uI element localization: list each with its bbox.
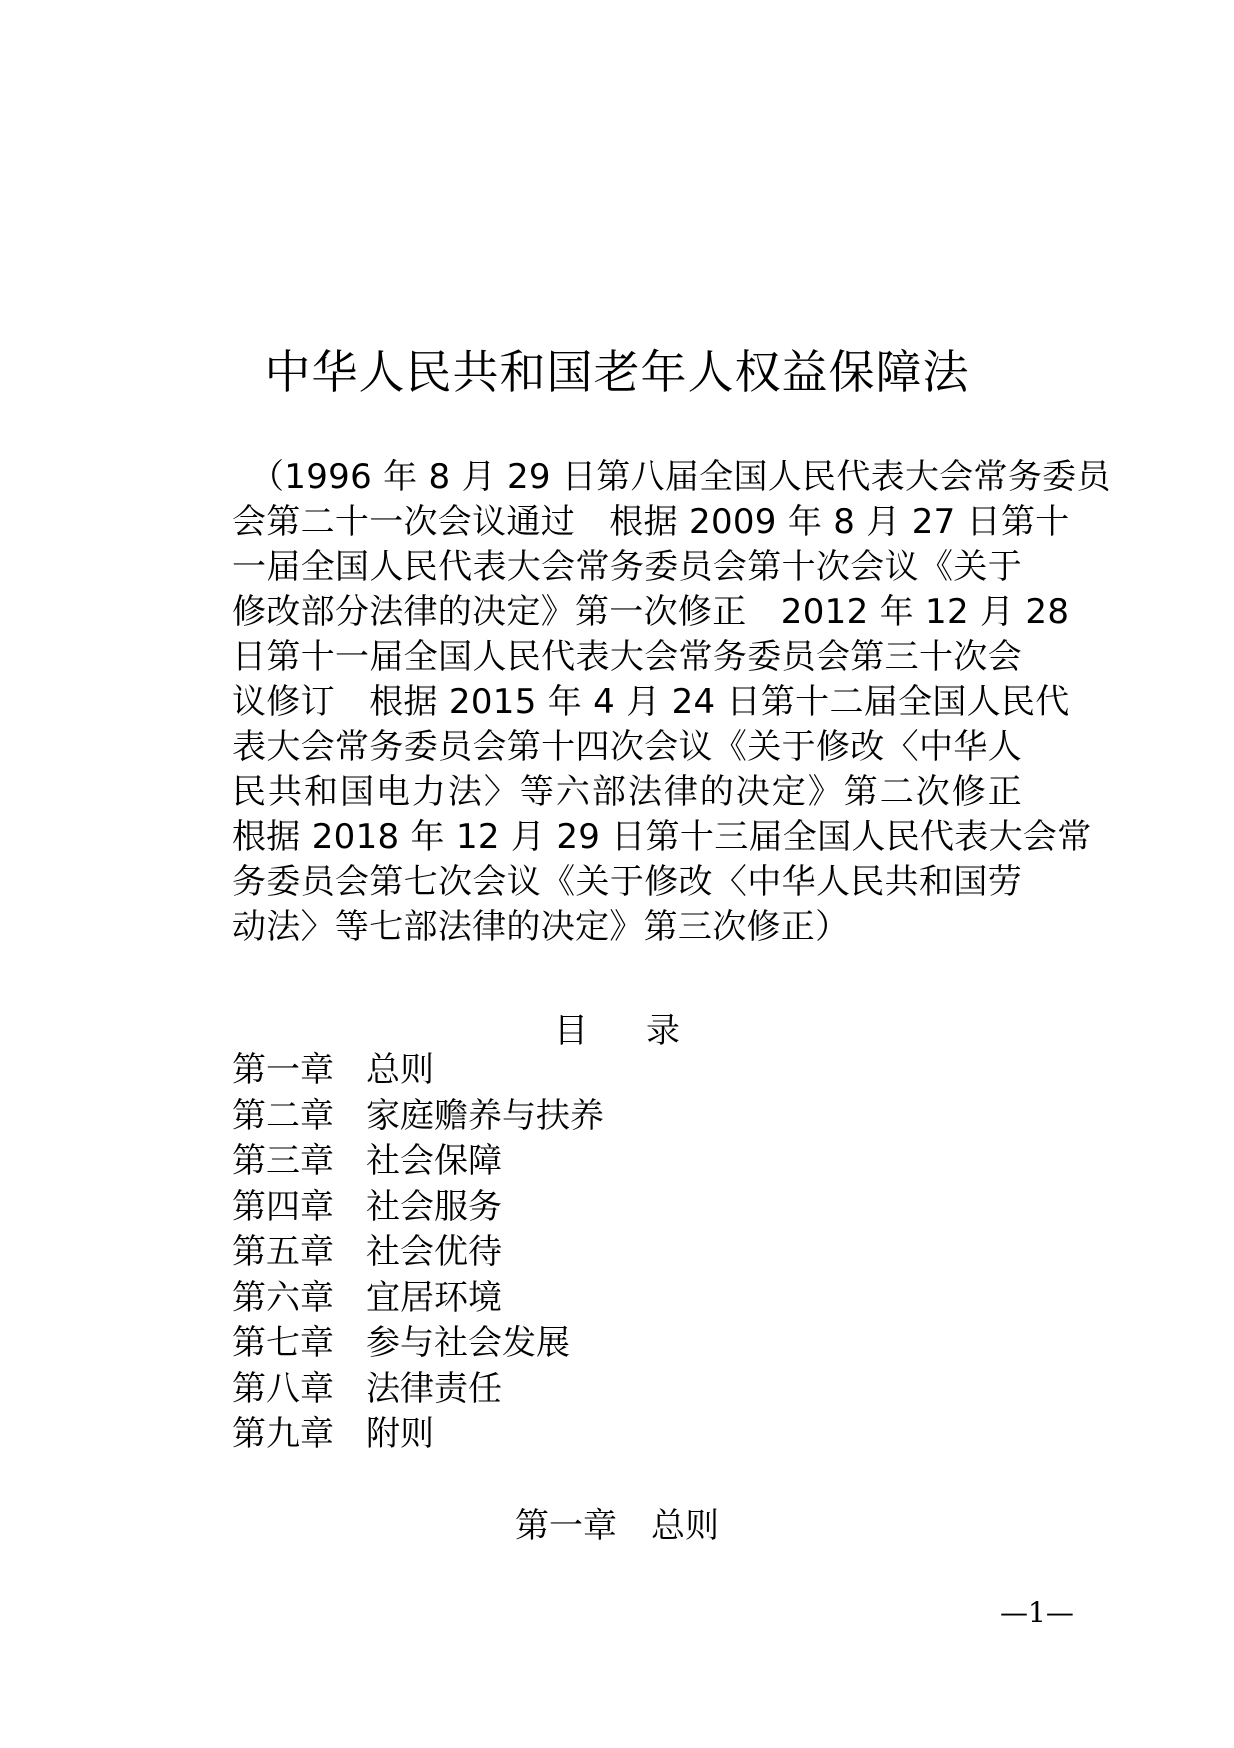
- toc-chapter-number: 第一章: [232, 1050, 334, 1090]
- toc-item[interactable]: [232, 1367, 604, 1413]
- toc-chapter-number: 第四章: [232, 1186, 334, 1227]
- toc-chapter-number: 第七章: [232, 1323, 334, 1363]
- toc-chapter-name: 社会优待: [366, 1232, 502, 1272]
- toc-chapter-name: 总则: [366, 1050, 434, 1090]
- toc-chapter-name: 家庭赡养与扶养: [366, 1095, 604, 1136]
- toc-chapter-number: 第九章: [232, 1414, 334, 1454]
- toc-item[interactable]: [232, 1139, 604, 1185]
- toc-item[interactable]: [232, 1412, 604, 1458]
- toc-chapter-name: 社会保障: [366, 1141, 502, 1181]
- history-line: 务委员会第七次会议《关于修改〈中华人民共和国劳: [232, 862, 1022, 902]
- chapter-heading-name: 总则: [651, 1506, 719, 1546]
- legislative-history: [232, 455, 1111, 950]
- toc-chapter-number: 第八章: [232, 1368, 334, 1409]
- toc-chapter-name: 社会服务: [366, 1186, 502, 1227]
- history-line: 日第十一届全国人民代表大会常务委员会第三十次会: [232, 637, 1022, 677]
- page-number: —1—: [1000, 1596, 1074, 1629]
- toc-heading: 目录: [554, 1011, 738, 1051]
- toc-chapter-number: 第五章: [232, 1232, 334, 1272]
- history-line: 民共和国电力法〉等六部法律的决定》第二次修正: [232, 772, 1022, 812]
- toc-chapter-name: 附则: [366, 1414, 434, 1454]
- history-line: （1996 年 8 月 29 日第八届全国人民代表大会常务委员: [250, 457, 1111, 497]
- toc-item[interactable]: [232, 1048, 604, 1094]
- history-line: 根据 2018 年 12 月 29 日第十三届全国人民代表大会常: [232, 817, 1092, 857]
- table-of-contents: [232, 1048, 604, 1458]
- history-line: 动法〉等七部法律的决定》第三次修正）: [232, 907, 850, 947]
- chapter-heading: [0, 1498, 1234, 1547]
- toc-chapter-name: 法律责任: [366, 1368, 502, 1409]
- history-line: 会第二十一次会议通过 根据 2009 年 8 月 27 日第十: [232, 502, 1070, 542]
- toc-chapter-number: 第六章: [232, 1277, 334, 1318]
- toc-chapter-name: 参与社会发展: [366, 1323, 570, 1363]
- toc-item[interactable]: [232, 1230, 604, 1276]
- chapter-heading-number: 第一章: [515, 1506, 617, 1546]
- toc-item[interactable]: [232, 1094, 604, 1140]
- history-line: 表大会常务委员会第十四次会议《关于修改〈中华人: [232, 727, 1022, 767]
- history-line: 一届全国人民代表大会常务委员会第十次会议《关于: [232, 547, 1022, 587]
- toc-chapter-number: 第三章: [232, 1141, 334, 1181]
- history-line: 修改部分法律的决定》第一次修正 2012 年 12 月 28: [232, 592, 1070, 632]
- toc-item[interactable]: [232, 1185, 604, 1231]
- toc-chapter-number: 第二章: [232, 1095, 334, 1136]
- toc-chapter-name: 宜居环境: [366, 1277, 502, 1318]
- toc-item[interactable]: [232, 1276, 604, 1322]
- history-line: 议修订 根据 2015 年 4 月 24 日第十二届全国人民代: [232, 682, 1070, 722]
- document-title: 中华人民共和国老年人权益保障法: [264, 345, 970, 399]
- toc-item[interactable]: [232, 1321, 604, 1367]
